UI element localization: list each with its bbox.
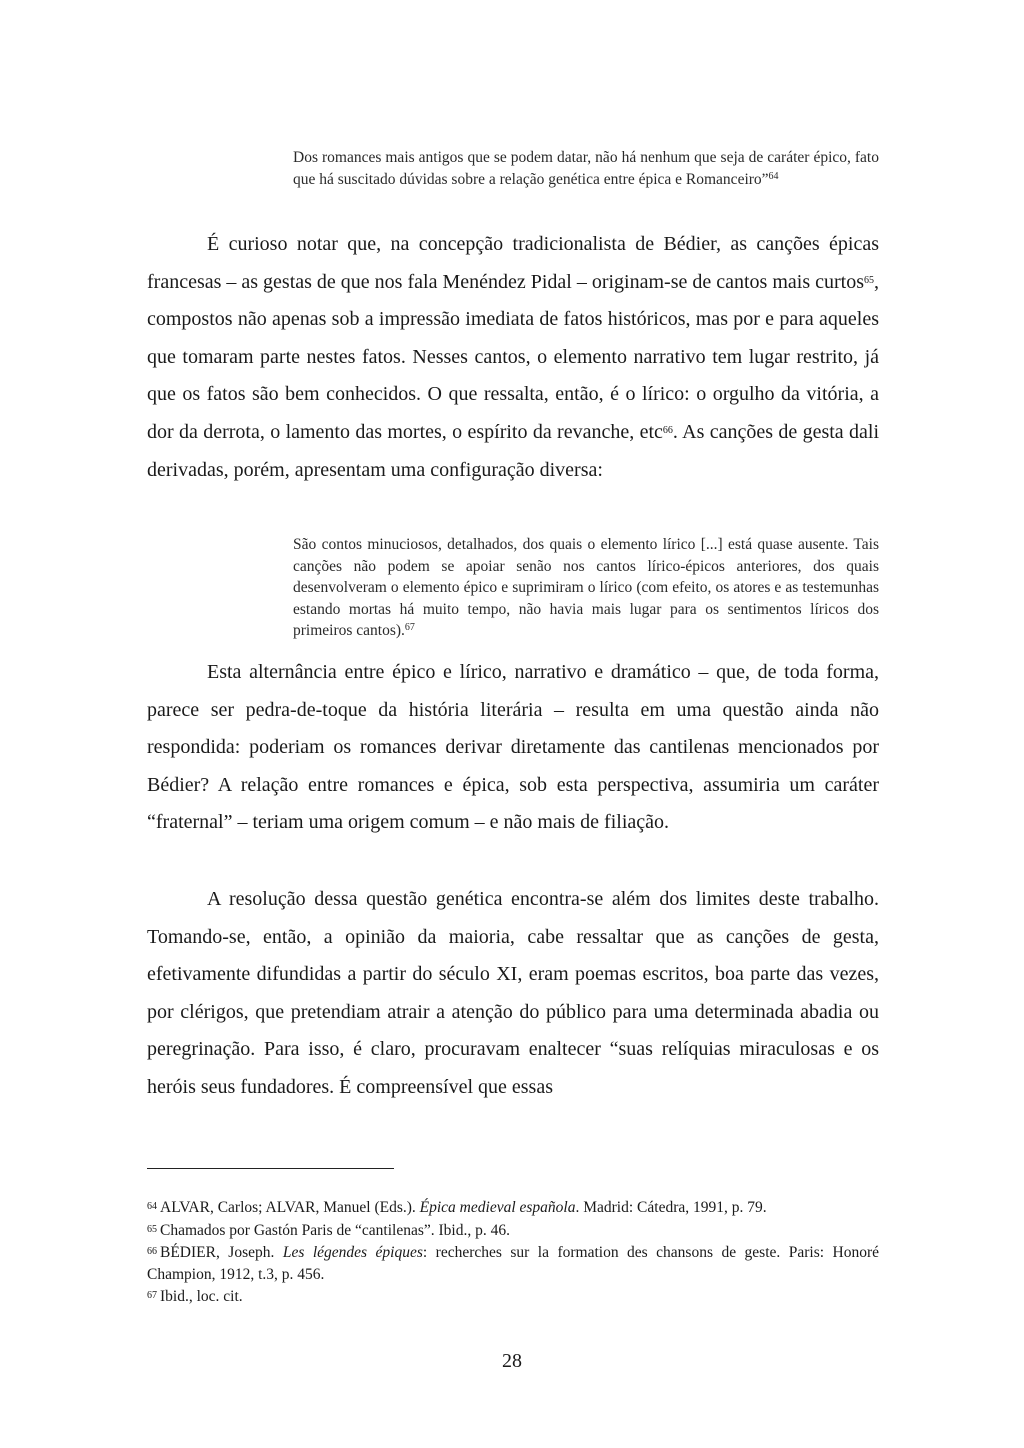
- footnote-number: 64: [147, 1201, 157, 1212]
- footnote-text: Chamados por Gastón Paris de “cantilenas”. Ibid., p. 46.: [160, 1221, 510, 1239]
- paragraph-3: [147, 881, 879, 1107]
- footnote-title: Épica medieval española: [419, 1199, 576, 1216]
- footnote-number: 67: [147, 1290, 157, 1302]
- footnote-title: Les légendes épiques: [282, 1244, 423, 1262]
- block-quote-1: [293, 147, 879, 190]
- paragraph-2: [147, 654, 879, 842]
- block-quote-2-text: São contos minuciosos, detalhados, dos quais o elemento lírico [...] está quase ausente. Tais canções não podem se apoiar senão nos cantos lírico-épicos anteriores, dos quais desenvolveram o elemento épico e suprimiram o lírico (com efeito, os atores e as testemunhas estando mortas há muito tempo, não havia mais lugar para os sentimentos líricos dos primeiros cantos).: [293, 536, 879, 639]
- footnote-number: 65: [147, 1223, 157, 1235]
- footnote-ref-65[interactable]: 65: [864, 274, 874, 286]
- footnote-65: [147, 1219, 879, 1242]
- footnote-ref-67[interactable]: 67: [404, 622, 415, 633]
- paragraph-1-text-b: , compostos não apenas sob a impressão imediata de fatos históricos, mas por e para aqueles que tomaram parte nestes fatos. Nesses cantos, o elemento narrativo tem lugar restrito, já que os fatos são bem conhecidos. O que ressalta, então, é o lírico: o orgulho da vitória, a dor da derrota, o lamento das mortes, o espírito da revanche, etc: [147, 270, 879, 443]
- page-number: 28: [502, 1350, 522, 1372]
- footnote-67: [147, 1285, 879, 1308]
- block-quote-2: [293, 534, 879, 642]
- block-quote-1-text: Dos romances mais antigos que se podem datar, não há nenhum que seja de caráter épico, fato que há suscitado dúvidas sobre a relação genética entre épica e Romanceiro”: [293, 149, 879, 188]
- footnote-text: : recherches sur la formation des chansons de geste. Paris: Honoré Champion, 1912, t.3, p. 456.: [147, 1244, 879, 1283]
- footnote-text: Ibid., loc. cit.: [160, 1288, 243, 1306]
- paragraph-1: [147, 226, 879, 489]
- footnote-66: [147, 1241, 879, 1285]
- footnote-text: ALVAR, Carlos; ALVAR, Manuel (Eds.).: [160, 1199, 420, 1216]
- footnotes: [147, 1196, 879, 1308]
- paragraph-2-text: Esta alternância entre épico e lírico, narrativo e dramático – que, de toda forma, parece ser pedra-de-toque da história literária – resulta em uma questão ainda não respondida: poderiam os romances derivar diretamente das cantilenas mencionados por Bédier? A relação entre romances e épica, sob esta perspectiva, assumiria um caráter “fraternal” – teriam uma origem comum – e não mais de filiação.: [147, 661, 879, 834]
- footnote-ref-64[interactable]: 64: [768, 170, 779, 182]
- footnote-number: 66: [147, 1246, 157, 1258]
- paragraph-1-text-a: É curioso notar que, na concepção tradicionalista de Bédier, as canções épicas francesas – as gestas de que nos fala Menéndez Pidal – originam-se de cantos mais curtos: [147, 233, 879, 293]
- footnote-64: [147, 1196, 879, 1219]
- footnote-text: . Madrid: Cátedra, 1991, p. 79.: [575, 1199, 767, 1216]
- footnote-separator: [147, 1168, 394, 1169]
- paragraph-1-text-c: . As canções de gesta dali derivadas, porém, apresentam uma configuração diversa:: [147, 420, 880, 481]
- footnote-text: BÉDIER, Joseph.: [160, 1244, 283, 1262]
- paragraph-3-text: A resolução dessa questão genética encontra-se além dos limites deste trabalho. Tomando-se, então, a opinião da maioria, cabe ressaltar que as canções de gesta, efetivamente difundidas a partir do século XI, eram poemas escritos, boa parte das vezes, por clérigos, que pretendiam atrair a atenção do público para uma determinada abadia ou peregrinação. Para isso, é claro, procuravam enaltecer “suas relíquias miraculosas e os heróis seus fundadores. É compreensível que essas: [147, 888, 879, 1098]
- footnote-ref-66[interactable]: 66: [662, 424, 673, 436]
